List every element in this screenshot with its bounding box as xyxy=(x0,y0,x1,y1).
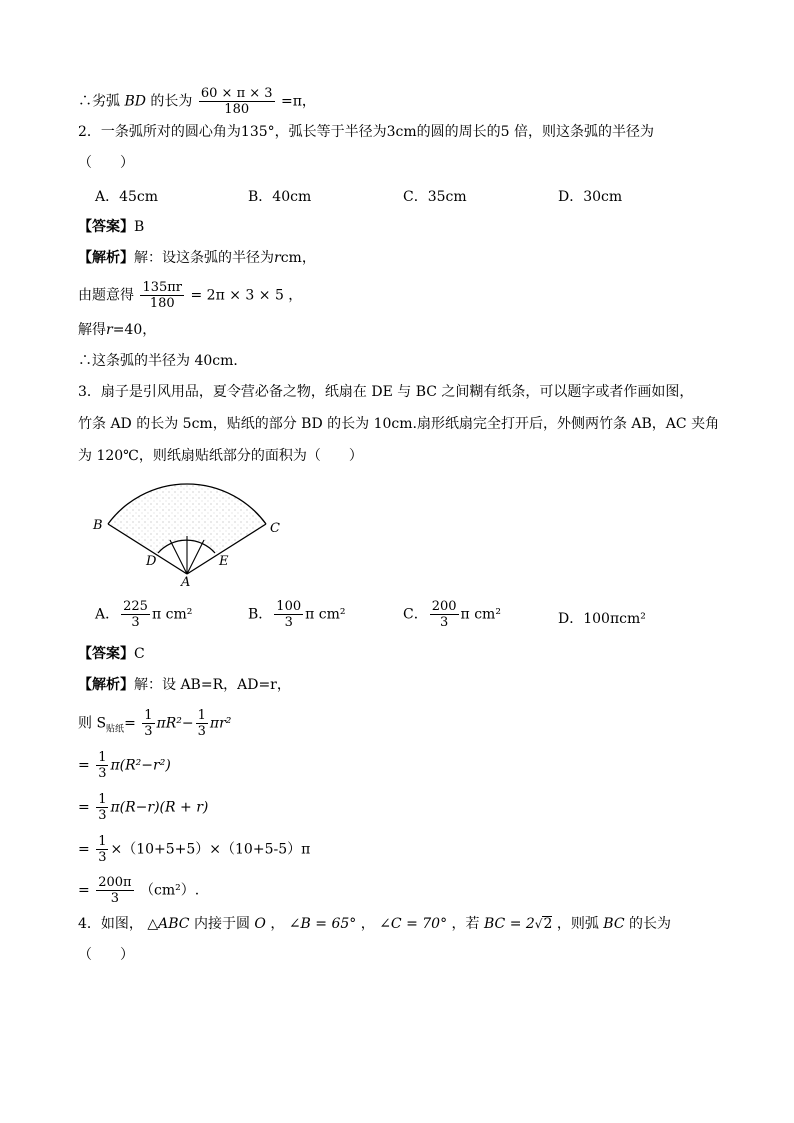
q3-eq2-d: 3 xyxy=(98,766,107,781)
q3-eq5-prefix: = xyxy=(78,882,90,899)
q3-option-b-frac xyxy=(274,599,303,630)
q3-eq1-n1: 1 xyxy=(144,708,153,723)
q2-eq-fraction xyxy=(140,280,184,311)
q4-prefix: 4．如图， xyxy=(78,916,143,932)
q4-tail: ，则弧 xyxy=(556,916,599,932)
q3-analysis-line: 解：设 AB=R，AD=r， xyxy=(134,677,291,693)
q2-solve xyxy=(78,320,156,340)
q3-eq1-frac2 xyxy=(196,708,208,739)
q2-analysis-tag: 【解析】 xyxy=(78,250,134,266)
q2-option-c: C．35cm xyxy=(403,189,467,205)
q3-a-tail: π cm² xyxy=(151,606,193,623)
q1-prefix: ∴劣弧 xyxy=(78,93,120,110)
q2-analysis-var: r xyxy=(274,250,281,266)
q3-eq1-d1: 3 xyxy=(144,724,153,739)
q2-equation xyxy=(78,280,302,311)
q3-s-sub: 贴纸 xyxy=(106,724,125,735)
q3-a-num: 225 xyxy=(123,599,148,614)
q3-option-b xyxy=(248,599,346,630)
q3-eq3-n: 1 xyxy=(98,792,107,807)
q3-s-eq: = xyxy=(124,715,136,732)
q2-answer xyxy=(78,217,144,237)
q3-area-eq2 xyxy=(78,750,171,781)
q2-answer-tag: 【答案】 xyxy=(78,219,134,235)
fan-figure xyxy=(90,478,290,588)
label-c: C xyxy=(270,521,280,536)
q4-sqrt: 2 xyxy=(543,916,553,932)
q2-eq-rhs: = 2π × 3 × 5 ， xyxy=(190,287,303,304)
q3-eq4-n: 1 xyxy=(98,834,107,849)
q3-d-text: 100πcm² xyxy=(583,611,646,627)
q3-analysis xyxy=(78,675,291,695)
q3-c-den: 3 xyxy=(439,615,449,630)
q3-eq1-n2: 1 xyxy=(197,708,206,723)
q2-solve-pre: 解得 xyxy=(78,322,106,338)
q3-eq3-tail: π(R−r)(R + r) xyxy=(110,799,209,816)
label-b: B xyxy=(93,518,103,533)
q1-frac-den: 180 xyxy=(224,102,250,117)
q3-c-tail: π cm² xyxy=(460,606,501,623)
q1-mid: 的长为 xyxy=(150,93,193,110)
q3-option-a xyxy=(95,599,192,630)
q3-eq2-tail: π(R²−r²) xyxy=(110,757,171,774)
q1-conclusion xyxy=(78,86,316,117)
q3-eq4-prefix: = xyxy=(78,841,90,858)
q3-c-num: 200 xyxy=(431,599,457,614)
q3-area-eq1 xyxy=(78,708,231,739)
q3-eq5-n: 200π xyxy=(98,875,132,890)
q3-b-tail: π cm² xyxy=(305,606,346,623)
q3-eq1-term1: πR²− xyxy=(156,715,194,732)
q4-triangle: △ABC xyxy=(147,916,190,932)
q3-eq4-frac xyxy=(96,834,108,865)
q3-option-d-letter: D． xyxy=(558,611,584,627)
q4-tail2: 的长为 xyxy=(629,916,671,932)
q2-solve-post: =40， xyxy=(112,322,157,338)
q2-analysis-end: cm， xyxy=(280,250,316,266)
q3-eq1-term2: πr² xyxy=(209,715,232,732)
q4-arc: BC xyxy=(603,916,625,932)
q3-option-c-frac xyxy=(430,599,459,630)
q4-if: ，若 xyxy=(451,916,480,932)
q2-option-d: D．30cm xyxy=(558,189,623,205)
q3-eq2-frac xyxy=(96,750,108,781)
q3-area-eq4 xyxy=(78,834,310,865)
q3-eq1-d2: 3 xyxy=(197,724,206,739)
q3-option-d xyxy=(558,608,646,628)
q3-option-c-letter: C． xyxy=(403,606,428,623)
q3-answer-tag: 【答案】 xyxy=(78,646,134,662)
q1-fraction xyxy=(199,86,275,117)
q3-analysis-tag: 【解析】 xyxy=(78,677,134,693)
q3-eq4-tail: ×（10+5+5）×（10+5-5）π xyxy=(110,841,311,858)
q2-option-b: B．40cm xyxy=(248,189,312,205)
q3-stem-line1: 3．扇子是引风用品，夏令营必备之物，纸扇在 DE 与 BC 之间糊有纸条，可以题字或者作画如图， xyxy=(78,384,694,400)
label-a: A xyxy=(181,575,191,588)
label-e: E xyxy=(219,554,229,569)
q2-eq-prefix: 由题意得 xyxy=(78,287,134,304)
label-d: D xyxy=(146,554,157,569)
q2-option-a: A．45cm xyxy=(95,189,159,205)
q3-eq4-d: 3 xyxy=(98,850,107,865)
q3-option-a-frac xyxy=(121,599,150,630)
q3-area-eq3 xyxy=(78,792,208,823)
q1-tail: =π， xyxy=(281,93,316,110)
q3-answer-value: C xyxy=(134,646,145,662)
q3-eq5-frac xyxy=(96,875,133,906)
q3-stem-line2: 竹条 AD 的长为 5cm，贴纸的部分 BD 的长为 10cm.扇形纸扇完全打开后，外侧两竹条 AB，AC 夹角 xyxy=(78,416,720,432)
q4-bc: BC = 2 xyxy=(483,916,535,932)
q2-conclusion: ∴这条弧的半径为 40cm． xyxy=(78,353,248,369)
q2-analysis-start: 解：设这条弧的半径为 xyxy=(134,250,274,266)
q3-area-eq5 xyxy=(78,875,199,906)
q2-answer-value: B xyxy=(134,219,145,235)
q3-b-den: 3 xyxy=(284,615,293,630)
q3-option-c xyxy=(403,599,501,630)
q3-stem-line3: 为 120℃，则纸扇贴纸部分的面积为（ ） xyxy=(78,448,363,464)
q1-frac-num: 60 × π × 3 xyxy=(200,86,273,101)
q4-circle-o: O xyxy=(254,916,266,932)
q3-eq1-frac1 xyxy=(142,708,154,739)
q4-stem: 4．如图， △ABC 内接于圆 O ， ∠B = 65° ， ∠C = 70° ，若 BC = 2√2 ，则弧 BC 的长为 xyxy=(78,916,671,932)
q2-analysis xyxy=(78,248,316,268)
q4-angle-b: ∠B = 65° xyxy=(288,916,357,932)
q3-option-b-letter: B． xyxy=(248,606,273,623)
q4-angle-c: ∠C = 70° xyxy=(379,916,448,932)
q2-stem: 2．一条弧所对的圆心角为135°，弧长等于半径为3cm的圆的周长的5 倍，则这条弧的半径为 xyxy=(78,124,655,140)
q3-eq5-d: 3 xyxy=(110,891,119,906)
q1-var: BD xyxy=(124,93,146,110)
q3-eq2-n: 1 xyxy=(98,750,107,765)
q2-paren: （ ） xyxy=(78,155,134,171)
q3-eq5-tail: （cm²）. xyxy=(140,882,200,899)
q4-paren: （ ） xyxy=(78,947,134,963)
q3-eq3-frac xyxy=(96,792,108,823)
q3-eq3-prefix: = xyxy=(78,799,90,816)
q3-b-num: 100 xyxy=(276,599,302,614)
q3-answer xyxy=(78,644,145,664)
q3-a-den: 3 xyxy=(131,615,140,630)
q2-solve-var: r xyxy=(106,322,113,338)
q3-eq3-d: 3 xyxy=(98,808,107,823)
q4-mid1: 内接于圆 xyxy=(193,916,250,932)
q3-s-prefix: 则 S xyxy=(78,715,107,732)
q3-eq2-prefix: = xyxy=(78,757,90,774)
q2-eq-den: 180 xyxy=(149,296,175,311)
q3-option-a-letter: A． xyxy=(95,606,120,623)
q2-eq-num: 135πr xyxy=(142,280,183,295)
